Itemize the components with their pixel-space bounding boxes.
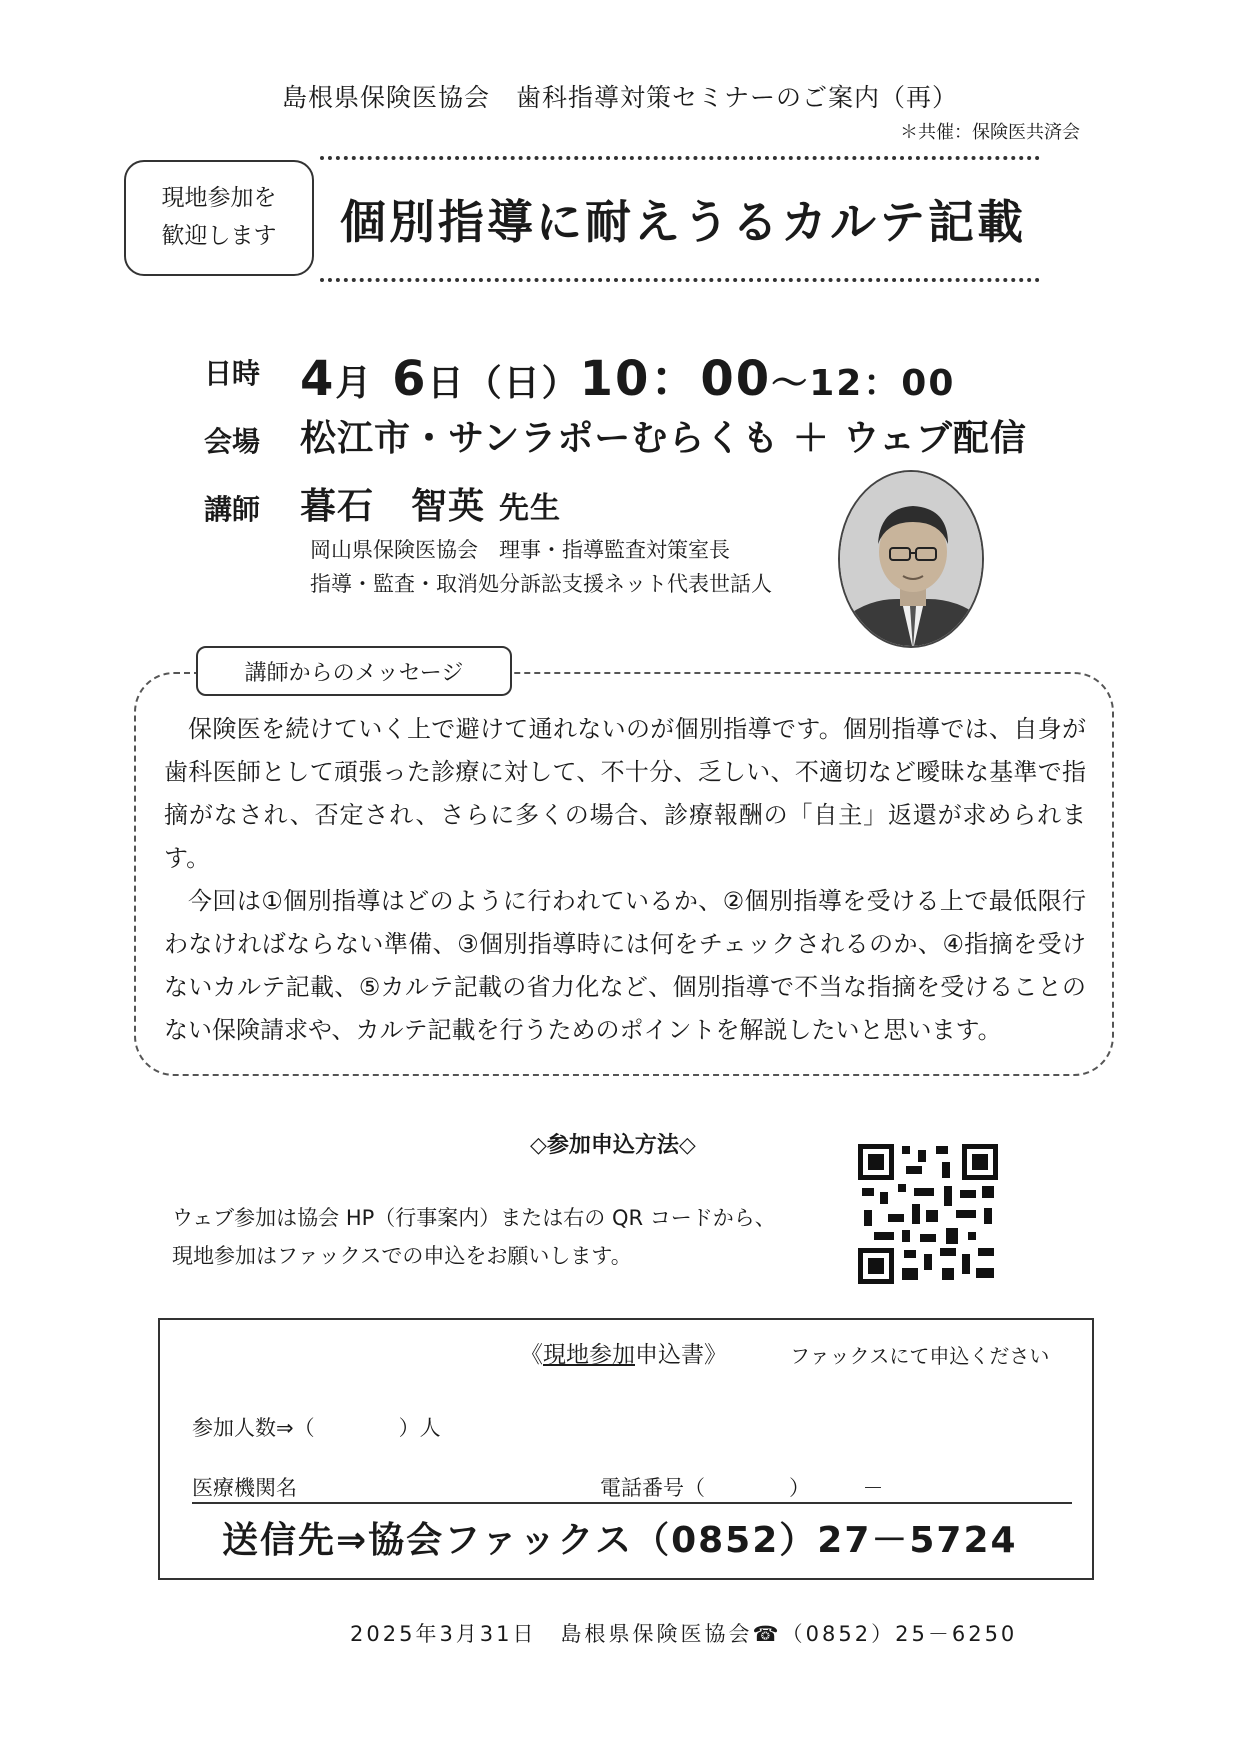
welcome-line2: 歓迎します [161, 223, 277, 249]
main-title: 個別指導に耐えうるカルテ記載 [340, 195, 1026, 249]
form-heading-open: 《 [520, 1342, 543, 1368]
date-time-sep: ～ [771, 363, 810, 404]
form-note: ファックスにて申込ください [790, 1344, 1050, 1368]
lecturer-portrait-image [840, 472, 984, 648]
apply-heading: ◇参加申込方法◇ [530, 1133, 696, 1158]
institution-field[interactable]: 医療機関名 [192, 1476, 297, 1500]
lecturer-honorific: 先生 [499, 491, 562, 526]
header-title: 島根県保険医協会 歯科指導対策セミナーのご案内（再） [281, 83, 958, 112]
apply-line-1: ウェブ参加は協会 HP（行事案内）または右の QR コードから、 [172, 1206, 776, 1230]
dotted-divider-bottom [320, 278, 1040, 282]
form-heading-close: 》 [704, 1342, 727, 1368]
welcome-line1: 現地参加を [161, 185, 277, 212]
venue-value: 松江市・サンラポーむらくも ＋ ウェブ配信 [300, 418, 1027, 459]
date-value [300, 340, 955, 409]
month-unit: 月 [335, 363, 374, 404]
apply-line-2: 現地参加はファックスでの申込をお願いします。 [172, 1244, 632, 1268]
form-underline [192, 1502, 1072, 1504]
form-heading-underlined: 現地参加 [543, 1342, 635, 1368]
cosponsor-note: ＊共催：保険医共済会 [900, 122, 1080, 143]
participants-field[interactable]: 参加人数⇒（ ）人 [192, 1416, 441, 1440]
dotted-divider-top [320, 156, 1040, 160]
message-paragraph-1: 保険医を続けていく上で避けて通れないのが個別指導です。個別指導では、自身が歯科医師として頑張った診療に対して、不十分、乏しい、不適切など曖昧な基準で指摘がなされ、否定され、さらに多くの場合、診療報酬の「自主」返還が求められます。 [164, 715, 1086, 872]
date-day: 6 [392, 351, 428, 407]
venue-label: 会場 [204, 425, 261, 458]
phone-field[interactable]: 電話番号（ ） － [600, 1476, 884, 1500]
message-body [164, 708, 1086, 1052]
date-weekday: （日） [465, 363, 580, 404]
qr-code-icon [858, 1144, 998, 1284]
message-paragraph-2: 今回は①個別指導はどのように行われているか、②個別指導を受ける上で最低限行わなければならない準備、③個別指導時には何をチェックされるのか、④指摘を受けないカルテ記載、⑤カルテ記載の省力化など、個別指導で不当な指摘を受けることのない保険請求や、カルテ記載を行うためのポイントを解説したいと思います。 [164, 887, 1086, 1044]
lecturer-name [300, 478, 561, 529]
fax-destination: 送信先⇒協会ファックス（0852）27－5724 [222, 1520, 1018, 1561]
welcome-badge [124, 160, 314, 276]
form-heading [520, 1336, 727, 1369]
form-heading-rest: 申込書 [635, 1342, 704, 1368]
lecturer-title-1: 岡山県保険医協会 理事・指導監査対策室長 [310, 538, 730, 562]
lecturer-photo [838, 470, 984, 648]
lecturer-title-2: 指導・監査・取消処分訴訟支援ネット代表世話人 [310, 572, 772, 596]
lecturer-name-text: 暮石 智英 [300, 486, 486, 527]
lecturer-label: 講師 [204, 493, 261, 526]
footer: 2025年3月31日 島根県保険医協会☎（0852）25－6250 [350, 1622, 1018, 1646]
date-time-start: 10：00 [579, 351, 772, 407]
qr-code[interactable] [858, 1144, 998, 1284]
message-heading: 講師からのメッセージ [196, 646, 512, 696]
date-label: 日時 [204, 357, 261, 390]
day-unit: 日 [427, 363, 466, 404]
date-time-end: 12：00 [809, 363, 956, 404]
date-month: 4 [300, 351, 336, 407]
